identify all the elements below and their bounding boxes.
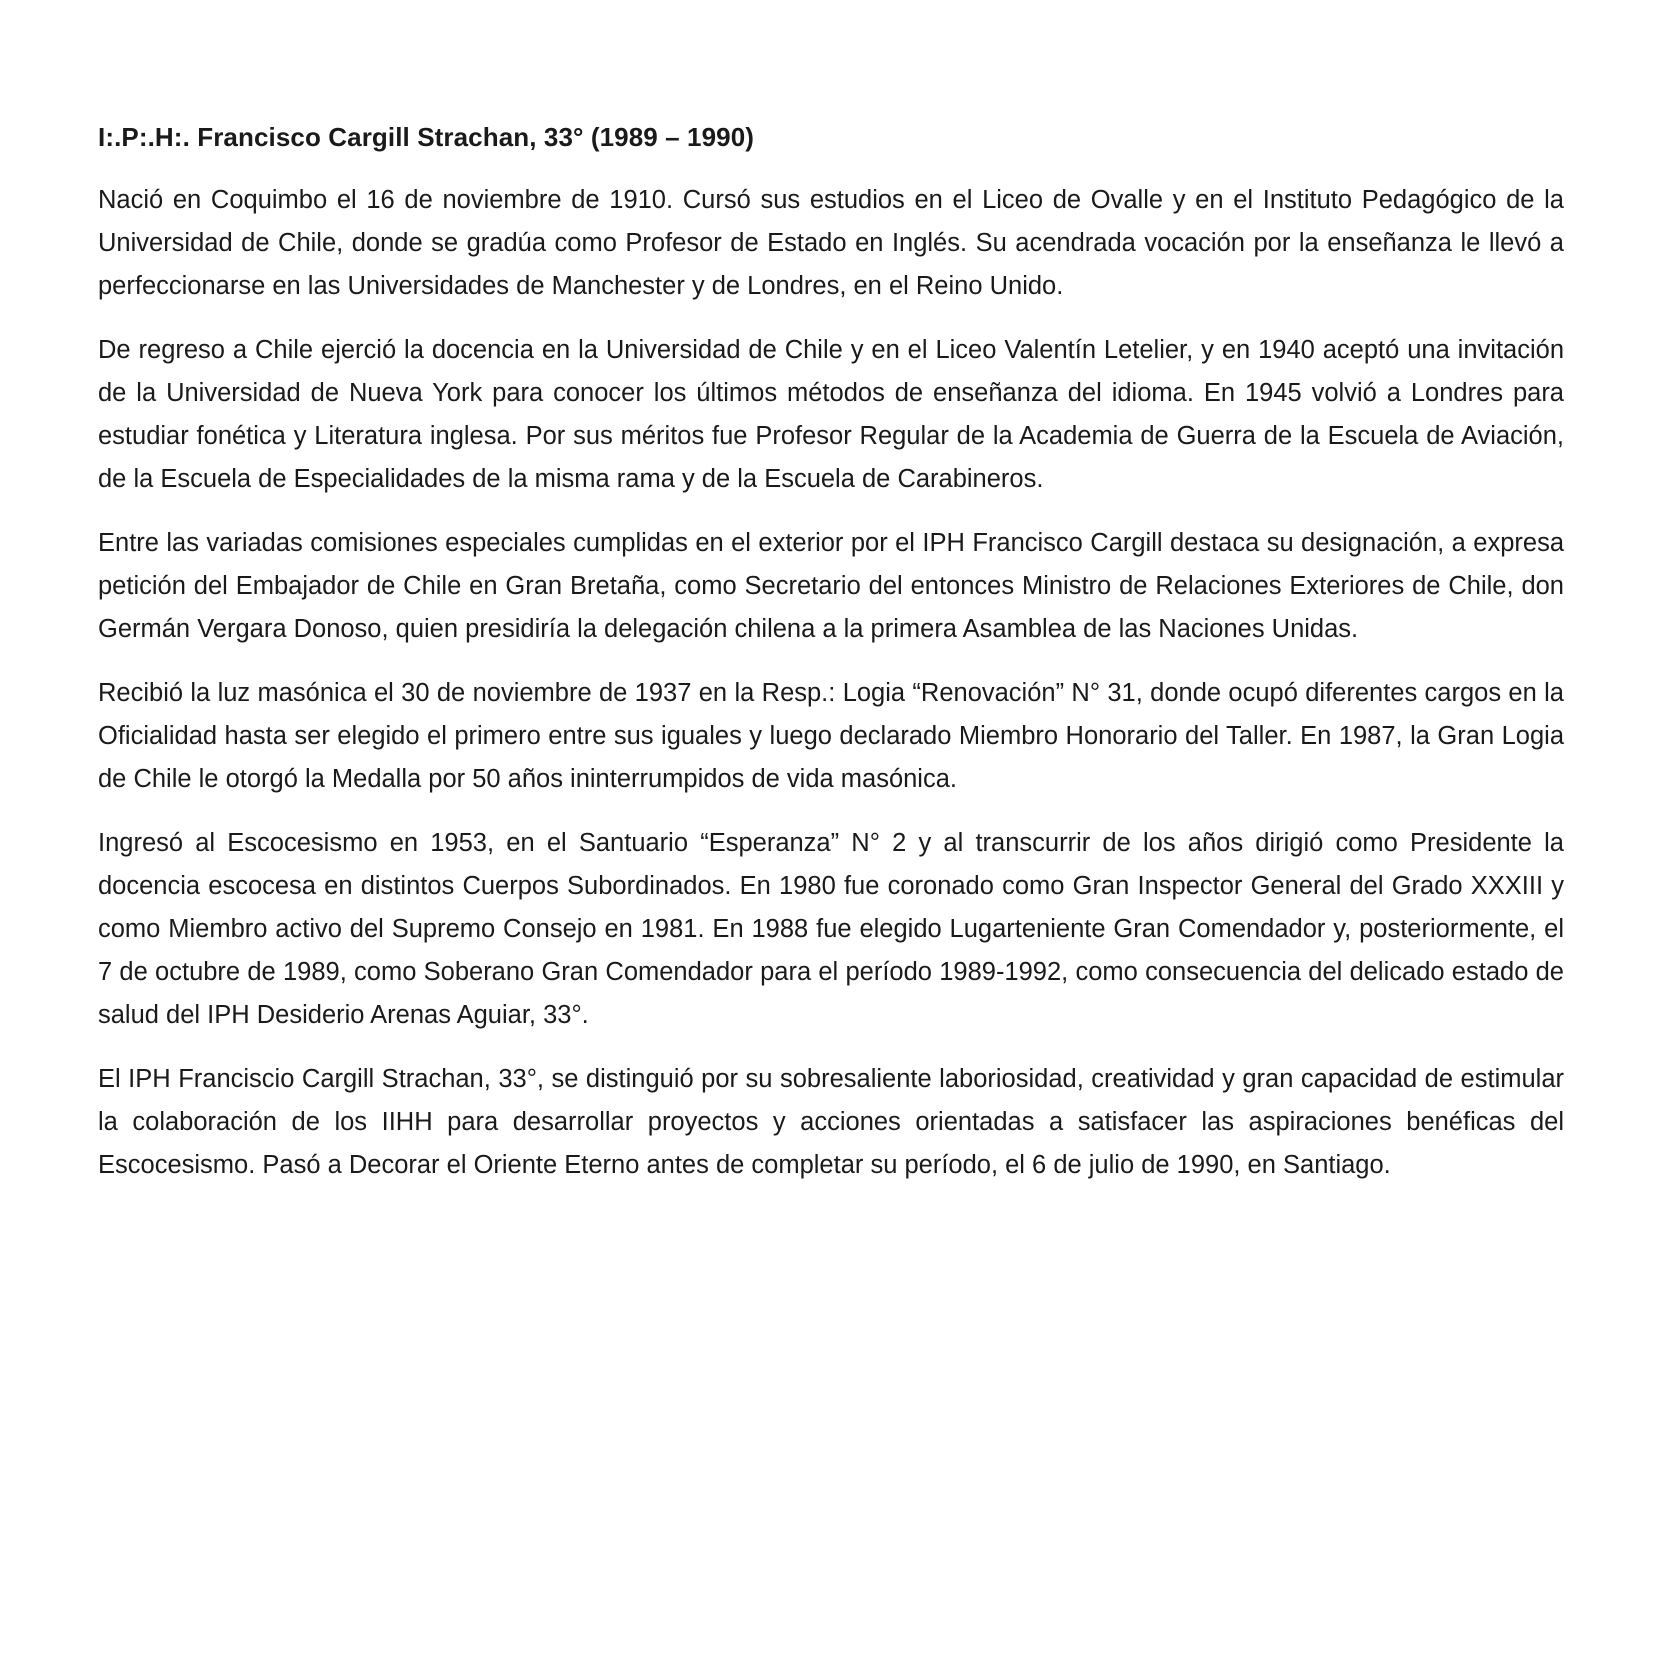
paragraph-special-commissions: Entre las variadas comisiones especiales cumplidas en el exterior por el IPH Francisco Cargill destaca su designación, a expresa petición del Embajador de Chile en Gran Bretaña, como Secretario del entonces Ministro de Relaciones Exteriores de Chile, don Germán Vergara Donoso, quien presidiría la delegación chilena a la primera Asamblea de las Naciones Unidas. — [98, 529, 1564, 643]
paragraph-scottish-rite: Ingresó al Escocesismo en 1953, en el Santuario “Esperanza” N° 2 y al transcurrir de los años dirigió como Presidente la docencia escocesa en distintos Cuerpos Subordinados. En 1980 fue coronado como Gran Inspector General del Grado XXXIII y como Miembro activo del Supremo Consejo en 1981. En 1988 fue elegido Lugarteniente Gran Comendador y, posteriormente, el 7 de octubre de 1989, como Soberano Gran Comendador para el período 1989-1992, como consecuencia del delicado estado de salud del IPH Desiderio Arenas Aguiar, 33°. — [98, 829, 1564, 1029]
document-title: I:.P:.H:. Francisco Cargill Strachan, 33° (1989 – 1990) — [98, 122, 755, 152]
paragraph-masonic-initiation: Recibió la luz masónica el 30 de noviembre de 1937 en la Resp.: Logia “Renovación” N° 31, donde ocupó diferentes cargos en la Oficialidad hasta ser elegido el primero entre sus iguales y luego declarado Miembro Honorario del Taller. En 1987, la Gran Logia de Chile le otorgó la Medalla por 50 años ininterrumpidos de vida masónica. — [98, 679, 1564, 793]
paragraph-legacy: El IPH Franciscio Cargill Strachan, 33°, se distinguió por su sobresaliente laboriosidad, creatividad y gran capacidad de estimular la colaboración de los IIHH para desarrollar proyectos y acciones orientadas a satisfacer las aspiraciones benéficas del Escocesismo. Pasó a Decorar el Oriente Eterno antes de completar su período, el 6 de julio de 1990, en Santiago. — [98, 1065, 1564, 1179]
paragraph-teaching-career: De regreso a Chile ejerció la docencia en la Universidad de Chile y en el Liceo Valentín Letelier, y en 1940 aceptó una invitación de la Universidad de Nueva York para conocer los últimos métodos de enseñanza del idioma. En 1945 volvió a Londres para estudiar fonética y Literatura inglesa. Por sus méritos fue Profesor Regular de la Academia de Guerra de la Escuela de Aviación, de la Escuela de Especialidades de la misma rama y de la Escuela de Carabineros. — [98, 336, 1564, 493]
paragraph-birth-education: Nació en Coquimbo el 16 de noviembre de 1910. Cursó sus estudios en el Liceo de Ovalle y en el Instituto Pedagógico de la Universidad de Chile, donde se gradúa como Profesor de Estado en Inglés. Su acendrada vocación por la enseñanza le llevó a perfeccionarse en las Universidades de Manchester y de Londres, en el Reino Unido. — [98, 186, 1564, 300]
document-page — [98, 116, 1564, 1208]
